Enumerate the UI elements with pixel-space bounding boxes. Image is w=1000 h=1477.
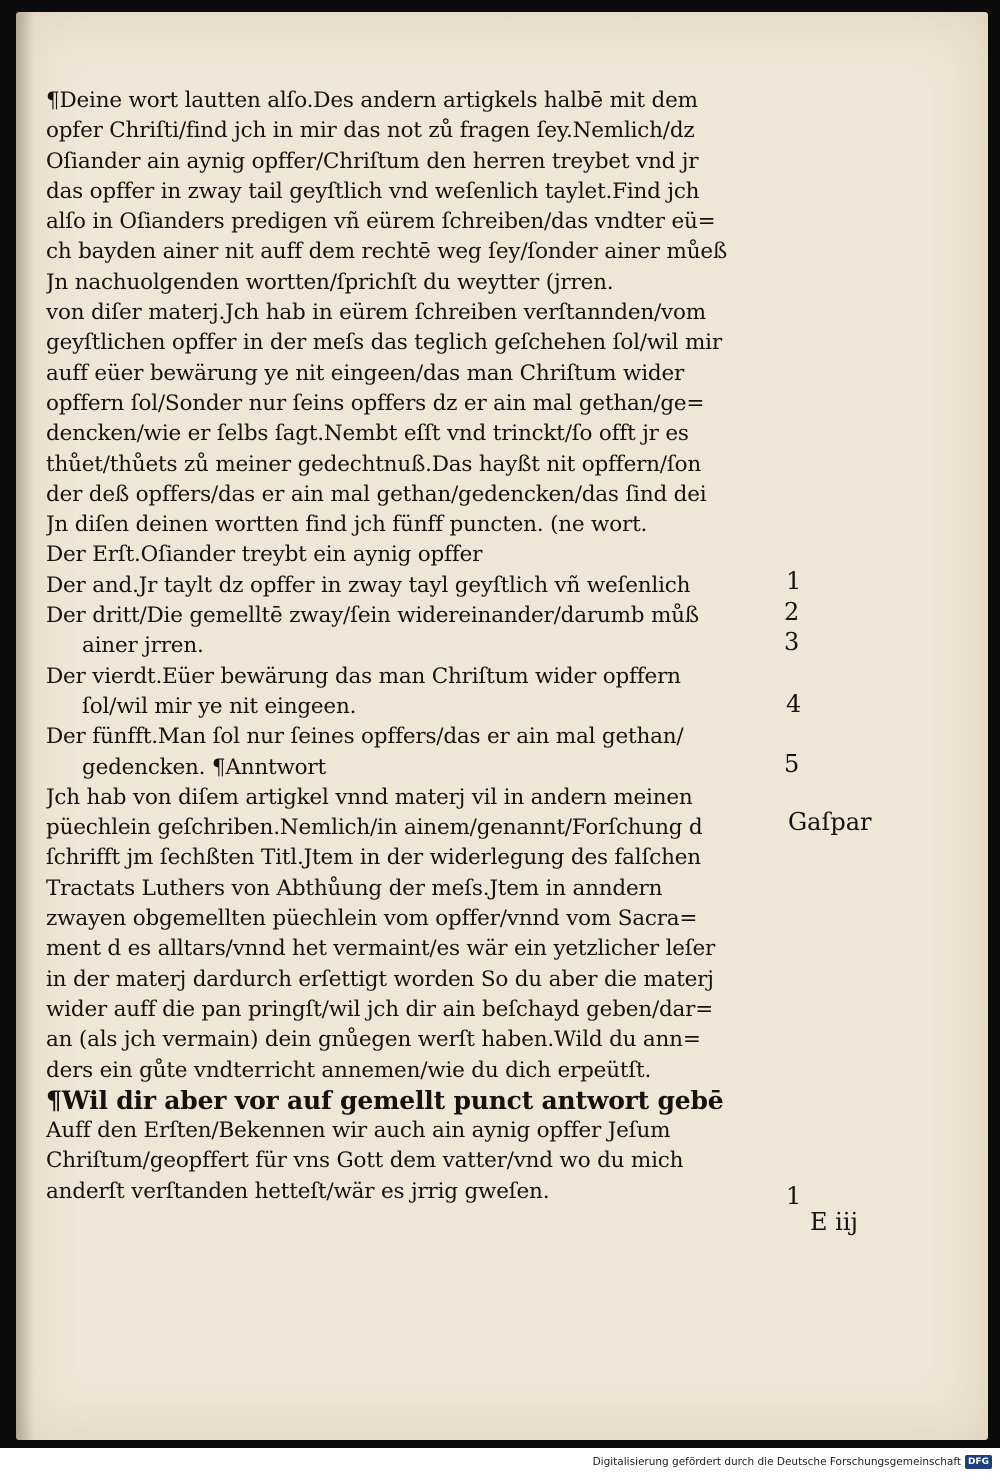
text-line: Tractats Luthers von Abthůung der meſs.Jtem in anndern — [46, 875, 663, 901]
text-line: ders ein gůte vndterricht annemen/wie du dich erpeütſt. — [46, 1057, 652, 1083]
footer-text: Digitalisierung gefördert durch die Deutsche Forschungsgemeinschaft — [592, 1456, 961, 1468]
margin-number-1b: 1 — [786, 1182, 802, 1210]
section-heading: ¶Wil dir aber vor auf gemellt punct antwort gebē — [46, 1085, 724, 1115]
text-line: Jn diſen deinen wortten find jch fünff puncten. (ne wort. — [46, 512, 648, 538]
text-line: wider auff die pan pringſt/wil jch dir ain beſchayd geben/dar= — [46, 996, 714, 1022]
text-line: püechlein geſchriben.Nemlich/in ainem/genannt/Forſchung d — [46, 815, 703, 841]
text-line: geyſtlichen opffer in der meſs das teglich geſchehen ſol/wil mir — [46, 330, 722, 356]
text-line: ch bayden ainer nit auff dem rechtē weg ſey/ſonder ainer můeß — [46, 239, 728, 265]
signature-mark: E iij — [810, 1208, 858, 1236]
text-line: das opffer in zway tail geyſtlich vnd weſenlich taylet.Find jch — [46, 178, 700, 204]
text-line: alſo in Oſianders predigen vñ eürem ſchreiben/das vndter eü= — [46, 209, 716, 235]
text-line: Der vierdt.Eüer bewärung das man Chriſtum wider opffern — [46, 663, 681, 689]
text-line: ſol/wil mir ye nit eingeen. — [82, 693, 357, 719]
text-line: Chriſtum/geopffert für vns Gott dem vatter/vnd wo du mich — [46, 1148, 684, 1174]
text-line: zwayen obgemellten püechlein vom opffer/vnnd vom Sacra= — [46, 906, 698, 932]
text-line: auff eüer bewärung ye nit eingeen/das man Chriſtum wider — [46, 360, 685, 386]
text-line: Jn nachuolgenden wortten/ſprichſt du weytter (jrren. — [46, 269, 614, 295]
text-line: Der dritt/Die gemelltē zway/ſein widereinander/darumb můß — [46, 603, 699, 629]
text-line: ¶Deine wort lautten alſo.Des andern artigkels halbē mit dem — [46, 88, 698, 113]
margin-number-1: 1 — [786, 567, 802, 595]
margin-number-4: 4 — [786, 690, 802, 718]
text-line: Der fünfft.Man ſol nur ſeines opffers/das er ain mal gethan/ — [46, 724, 684, 750]
text-line: thůet/thůets zů meiner gedechtnuß.Das hayßt nit opffern/ſon — [46, 451, 702, 477]
text-line: Der and.Jr taylt dz opffer in zway tayl geyſtlich vñ weſenlich — [46, 572, 691, 598]
text-line: anderſt verſtanden hetteſt/wär es jrrig gweſen. — [46, 1178, 550, 1204]
dfg-logo-icon: DFG — [965, 1455, 992, 1469]
text-line: ment d es alltars/vnnd het vermaint/es wär ein yetzlicher leſer — [46, 936, 716, 962]
book-page — [16, 12, 988, 1440]
footer-credit — [593, 1455, 992, 1469]
margin-number-2: 2 — [784, 598, 800, 626]
margin-name-gaspar: Gaſpar — [788, 808, 872, 836]
text-line: in der materj dardurch erſettigt worden So du aber die materj — [46, 966, 714, 992]
text-line: Der Erſt.Oſiander treybt ein aynig opffer — [46, 542, 483, 568]
text-line: ainer jrren. — [82, 633, 204, 659]
text-line: opffern ſol/Sonder nur ſeins opffers dz er ain mal gethan/ge= — [46, 390, 705, 416]
text-line: Auff den Erſten/Bekennen wir auch ain aynig opffer Jeſum — [46, 1118, 671, 1144]
text-line: dencken/wie er ſelbs ſagt.Nembt eſſt vnd trinckt/ſo offt jr es — [46, 421, 689, 447]
text-block — [46, 86, 806, 1207]
text-line: an (als jch vermain) dein gnůegen werſt haben.Wild du ann= — [46, 1027, 701, 1053]
text-line: gedencken. ¶Anntwort — [82, 754, 326, 780]
margin-number-5: 5 — [784, 750, 800, 778]
text-line: opfer Chriſti/find jch in mir das not zů fragen ſey.Nemlich/dz — [46, 118, 695, 144]
text-line: Jch hab von diſem artigkel vnnd materj vil in andern meinen — [46, 784, 693, 810]
text-line: von diſer materj.Jch hab in eürem ſchreiben verſtannden/vom — [46, 300, 706, 326]
text-line: ſchrifft jm ſechßten Titl.Jtem in der widerlegung des falſchen — [46, 845, 701, 871]
text-line: Oſiander ain aynig opffer/Chriſtum den herren treybet vnd jr — [46, 148, 699, 174]
text-line: der deß opffers/das er ain mal gethan/gedencken/das ſind dei — [46, 481, 707, 507]
margin-number-3: 3 — [784, 628, 800, 656]
